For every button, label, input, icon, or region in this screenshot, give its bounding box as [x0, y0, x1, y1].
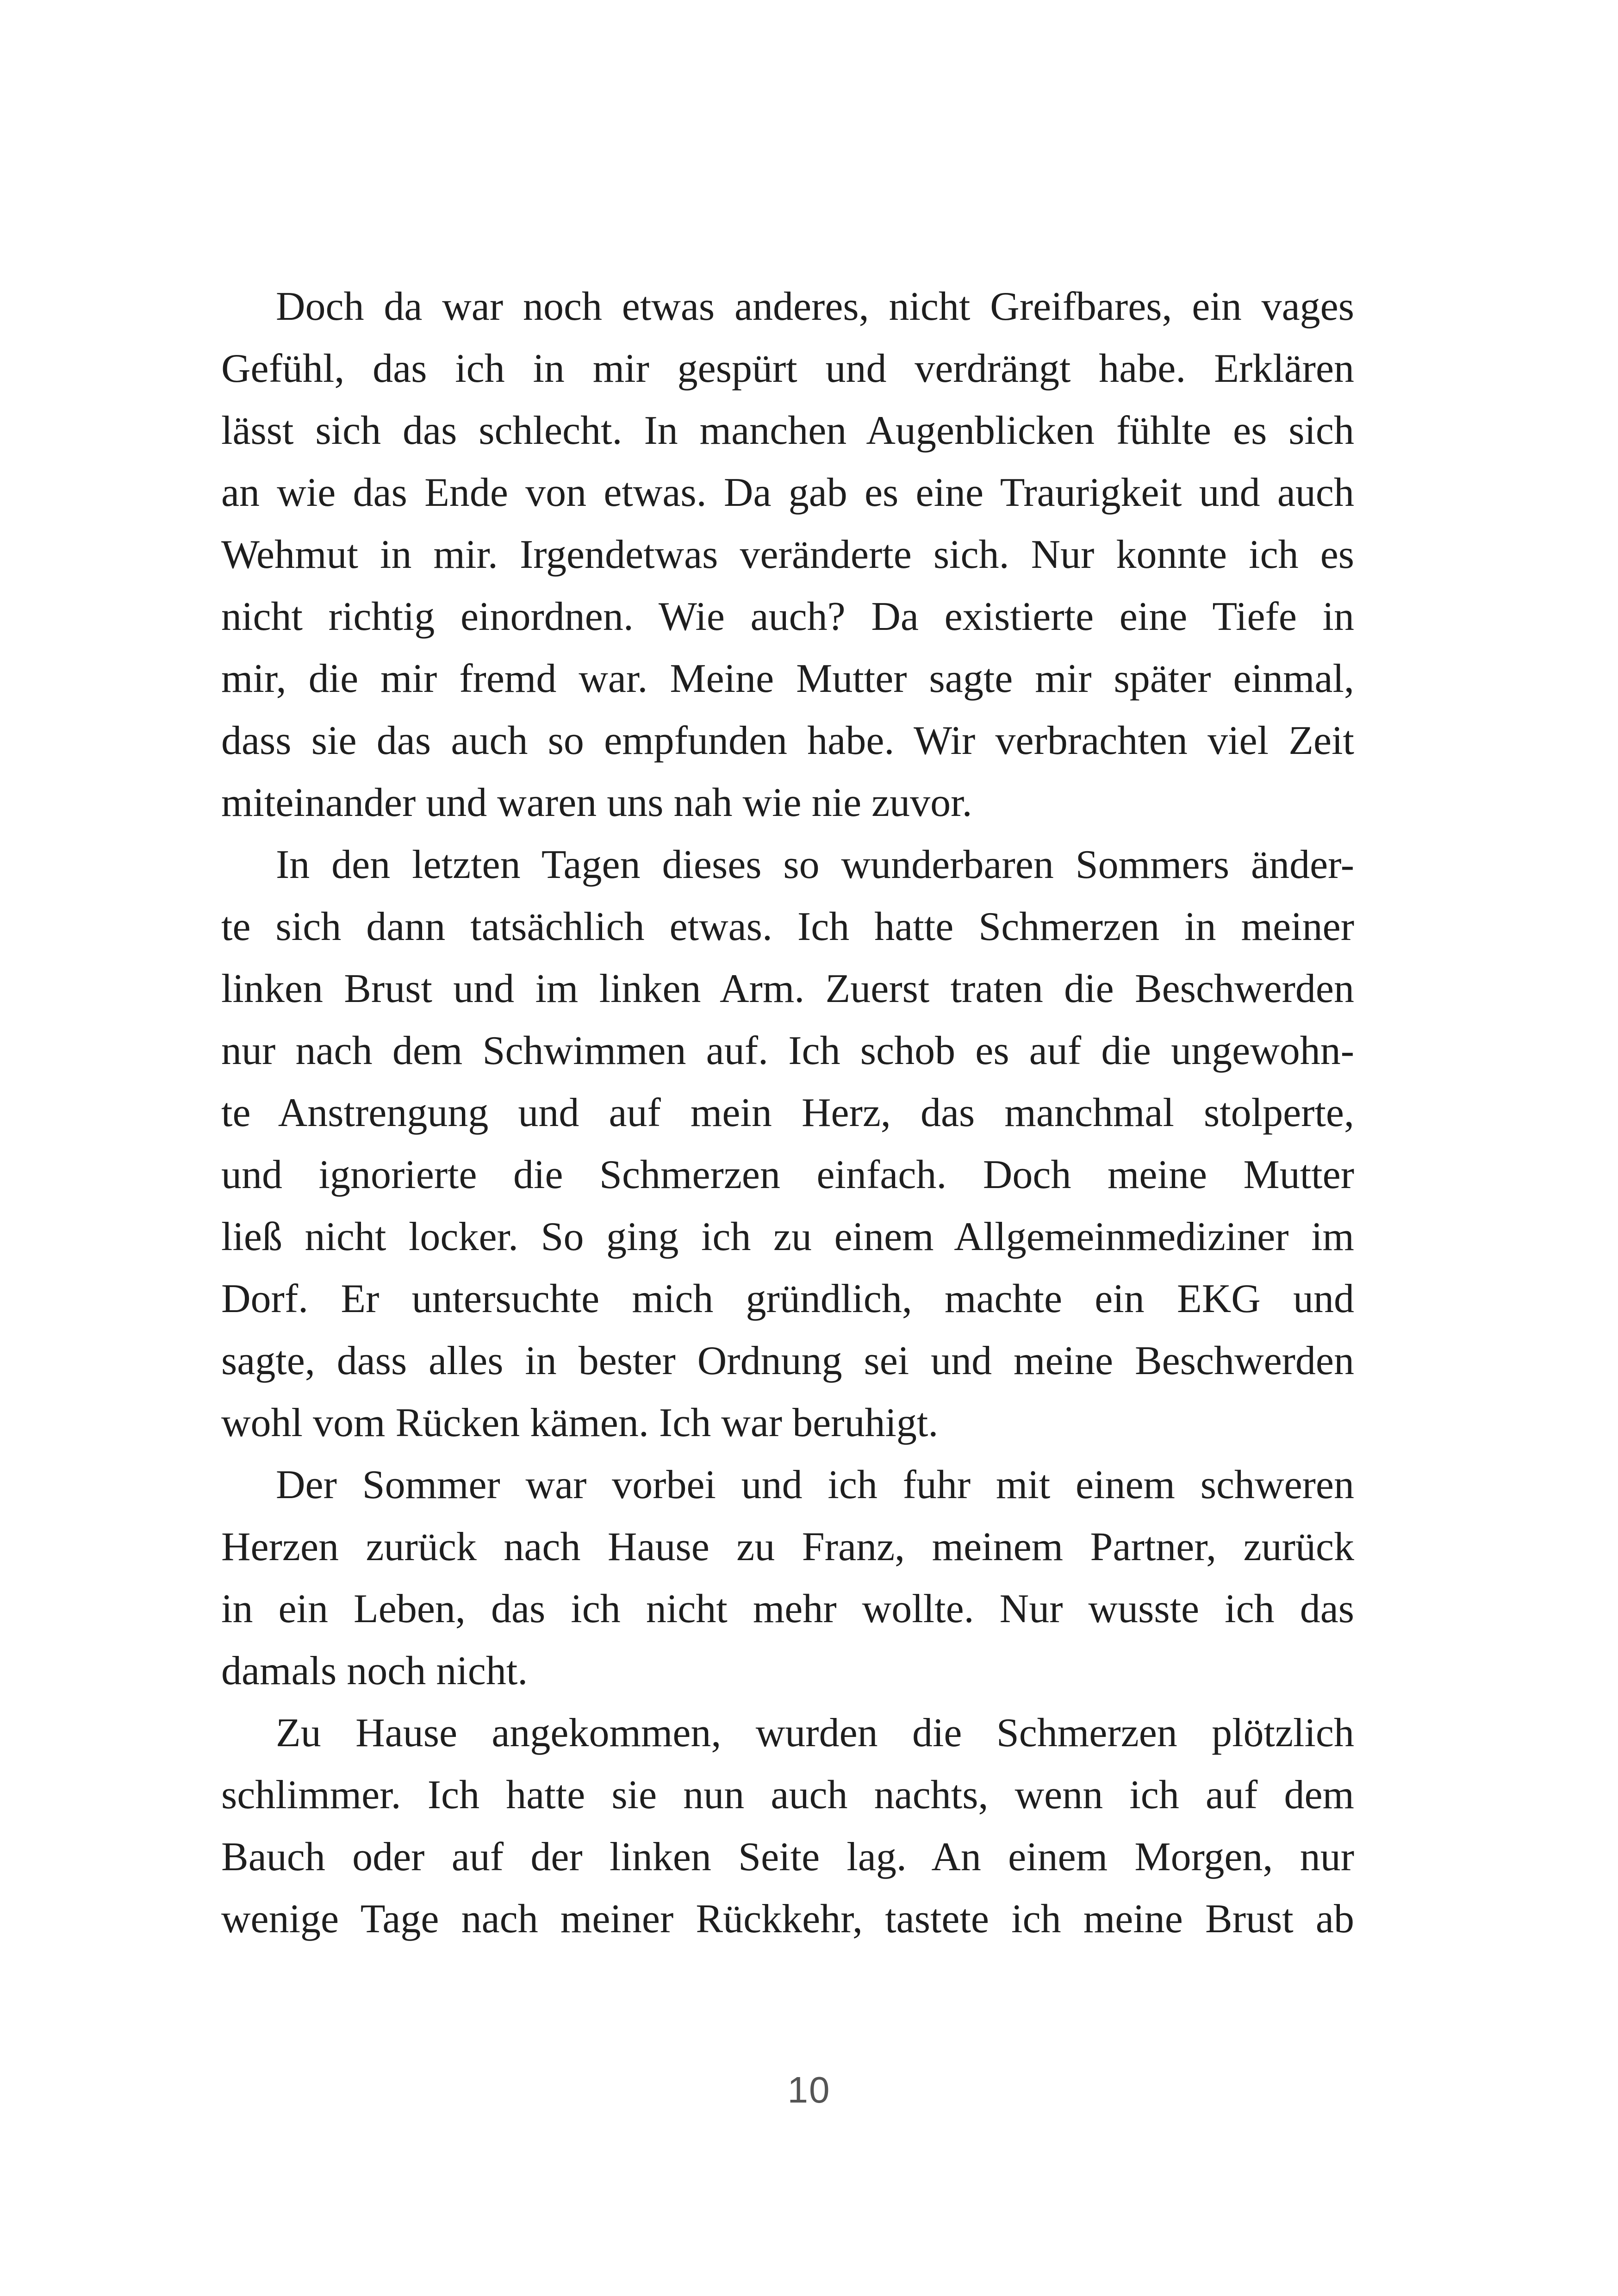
text-line: Herzen zurück nach Hause zu Franz, meinem Partner, zurück — [221, 1524, 1354, 1569]
paragraph — [221, 834, 1354, 1454]
text-line: nur nach dem Schwimmen auf. Ich schob es auf die ungewohn- — [221, 1028, 1354, 1073]
text-line: linken Brust und im linken Arm. Zuerst traten die Beschwerden — [221, 966, 1354, 1011]
text-line: damals noch nicht. — [221, 1649, 528, 1693]
text-line: dass sie das auch so empfunden habe. Wir verbrachten viel Zeit — [221, 718, 1354, 763]
text-line: schlimmer. Ich hatte sie nun auch nachts, wenn ich auf dem — [221, 1773, 1354, 1817]
text-line: in ein Leben, das ich nicht mehr wollte. Nur wusste ich das — [221, 1587, 1354, 1631]
text-line: Gefühl, das ich in mir gespürt und verdrängt habe. Erklären — [221, 346, 1354, 391]
page-number: 10 — [787, 2069, 831, 2110]
text-line: te sich dann tatsächlich etwas. Ich hatte Schmerzen in meiner — [221, 904, 1354, 949]
text-line: und ignorierte die Schmerzen einfach. Doch meine Mutter — [221, 1152, 1354, 1197]
text-line: sagte, dass alles in bester Ordnung sei und meine Beschwerden — [221, 1338, 1354, 1383]
text-line: Zu Hause angekommen, wurden die Schmerzen plötzlich — [276, 1711, 1354, 1755]
text-line: wenige Tage nach meiner Rückkehr, tastete ich meine Brust ab — [221, 1897, 1354, 1941]
text-line: ließ nicht locker. So ging ich zu einem Allgemeinmediziner im — [221, 1214, 1354, 1259]
paragraph — [221, 1702, 1354, 1950]
text-line: miteinander und waren uns nah wie nie zuvor. — [221, 780, 972, 825]
text-line: Dorf. Er untersuchte mich gründlich, machte ein EKG und — [221, 1276, 1354, 1321]
paragraph — [221, 1454, 1354, 1702]
text-line: Der Sommer war vorbei und ich fuhr mit einem schweren — [276, 1462, 1354, 1507]
text-line: mir, die mir fremd war. Meine Mutter sagte mir später einmal, — [221, 656, 1354, 701]
text-line: Doch da war noch etwas anderes, nicht Greifbares, ein vages — [276, 284, 1354, 329]
text-line: te Anstrengung und auf mein Herz, das manchmal stolperte, — [221, 1090, 1354, 1135]
text-line: Bauch oder auf der linken Seite lag. An einem Morgen, nur — [221, 1835, 1354, 1879]
text-line: wohl vom Rücken kämen. Ich war beruhigt. — [221, 1400, 939, 1445]
body-text — [221, 276, 1354, 1950]
text-line: lässt sich das schlecht. In manchen Augenblicken fühlte es sich — [221, 408, 1354, 453]
text-line: In den letzten Tagen dieses so wunderbaren Sommers änder- — [276, 842, 1354, 887]
text-line: nicht richtig einordnen. Wie auch? Da existierte eine Tiefe in — [221, 594, 1354, 639]
text-line: Wehmut in mir. Irgendetwas veränderte sich. Nur konnte ich es — [221, 532, 1354, 577]
paragraph — [221, 276, 1354, 834]
text-line: an wie das Ende von etwas. Da gab es eine Traurigkeit und auch — [221, 470, 1354, 515]
